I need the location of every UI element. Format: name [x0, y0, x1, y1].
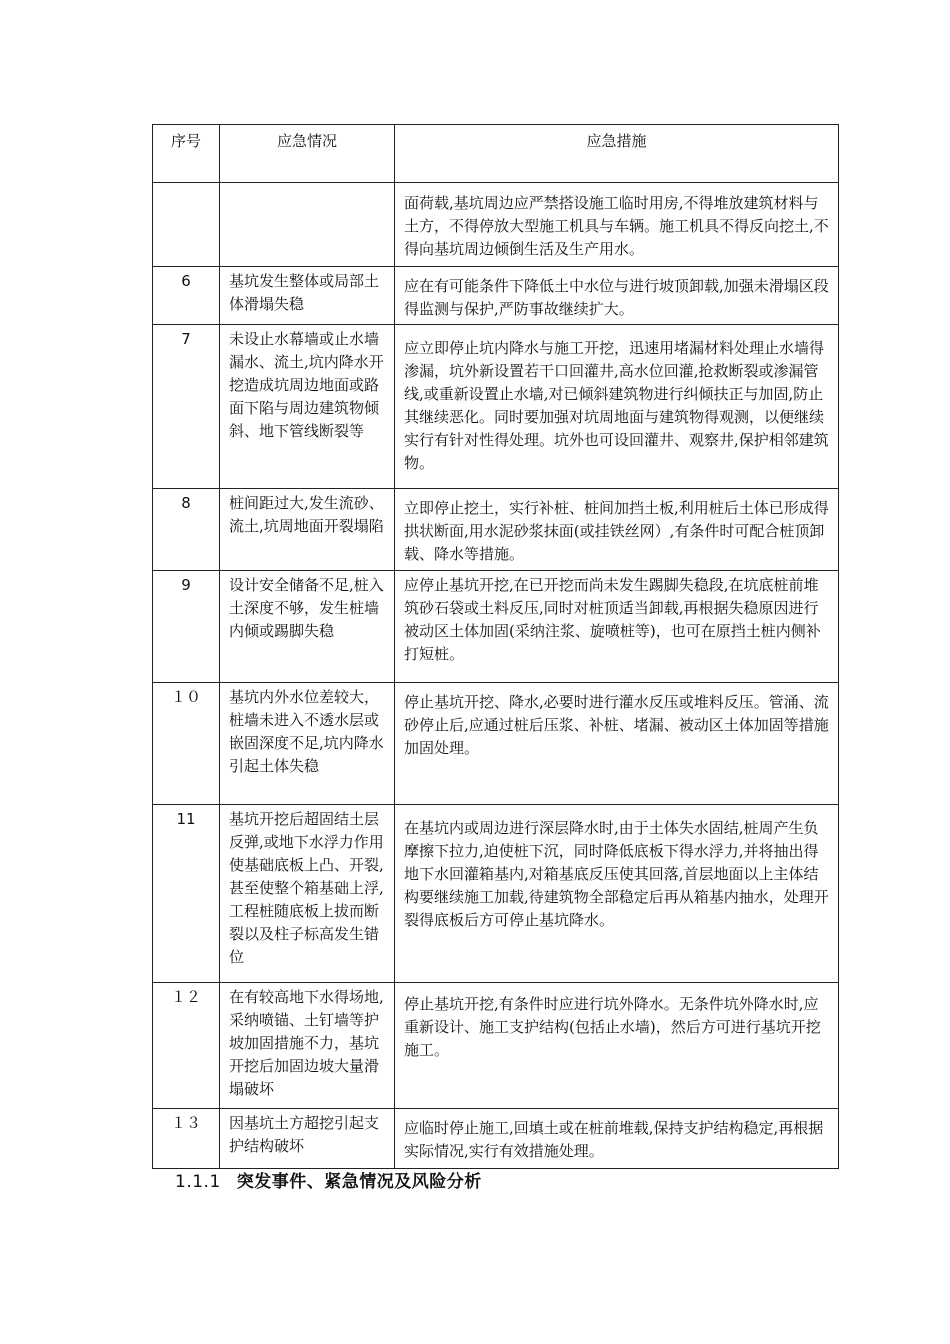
row-no: 8 [153, 489, 220, 571]
row-measure: 应在有可能条件下降低土中水位与进行坡顶卸载,加强未滑塌区段得监测与保护,严防事故继续扩大。 [395, 267, 839, 325]
header-measure: 应急措施 [395, 125, 839, 183]
row-no: 6 [153, 267, 220, 325]
section-number: 1.1.1 [175, 1172, 221, 1192]
row-situation: 基坑内外水位差较大，桩墙未进入不透水层或嵌固深度不足,坑内降水引起土体失稳 [220, 683, 395, 805]
row-no: 7 [153, 325, 220, 489]
row-measure: 应临时停止施工,回填土或在桩前堆载,保持支护结构稳定,再根据实际情况,实行有效措施处理。 [395, 1109, 839, 1169]
row-no: １０ [153, 683, 220, 805]
row-measure: 立即停止挖土，实行补桩、桩间加挡土板,利用桩后土体已形成得拱状断面,用水泥砂浆抹面(或挂铁丝网）,有条件时可配合桩顶卸载、降水等措施。 [395, 489, 839, 571]
section-title: 突发事件、紧急情况及风险分析 [236, 1172, 482, 1192]
row-situation: 桩间距过大,发生流砂、流土,坑周地面开裂塌陷 [220, 489, 395, 571]
row-measure: 停止基坑开挖、降水,必要时进行灌水反压或堆料反压。管涌、流砂停止后,应通过桩后压浆、补桩、堵漏、被动区土体加固等措施加固处理。 [395, 683, 839, 805]
table-row [153, 683, 839, 805]
row-measure: 应停止基坑开挖,在已开挖而尚未发生踢脚失稳段,在坑底桩前堆筑砂石袋或土料反压,同时对桩顶适当卸载,再根据失稳原因进行被动区土体加固(采纳注浆、旋喷桩等)，也可在原挡土桩内侧补打短桩。 [395, 571, 839, 683]
table-header-row [153, 125, 839, 183]
row-measure: 面荷载,基坑周边应严禁搭设施工临时用房,不得堆放建筑材料与土方，不得停放大型施工机具与车辆。施工机具不得反向挖土,不得向基坑周边倾倒生活及生产用水。 [395, 183, 839, 267]
table-row [153, 1109, 839, 1169]
row-no: １２ [153, 983, 220, 1109]
row-measure: 应立即停止坑内降水与施工开挖，迅速用堵漏材料处理止水墙得渗漏，坑外新设置若干口回灌井,高水位回灌,抢救断裂或渗漏管线,或重新设置止水墙,对已倾斜建筑物进行纠倾扶正与加固,防止其继续恶化。同时要加强对坑周地面与建筑物得观测，以便继续实行有针对性得处理。坑外也可设回灌井、观察井,保护相邻建筑物。 [395, 325, 839, 489]
table-row [153, 183, 839, 267]
table-row [153, 489, 839, 571]
row-no: 11 [153, 805, 220, 983]
table-row [153, 805, 839, 983]
row-situation: 因基坑土方超挖引起支护结构破坏 [220, 1109, 395, 1169]
table-row [153, 983, 839, 1109]
table-row [153, 571, 839, 683]
row-situation: 未设止水幕墙或止水墙漏水、流土,坑内降水开挖造成坑周边地面或路面下陷与周边建筑物倾斜、地下管线断裂等 [220, 325, 395, 489]
emergency-table [152, 124, 839, 1169]
row-no [153, 183, 220, 267]
table-row [153, 325, 839, 489]
section-heading [175, 1167, 482, 1192]
row-measure: 停止基坑开挖,有条件时应进行坑外降水。无条件坑外降水时,应重新设计、施工支护结构(包括止水墙)，然后方可进行基坑开挖施工。 [395, 983, 839, 1109]
row-no: １３ [153, 1109, 220, 1169]
row-situation: 基坑开挖后超固结土层反弹,或地下水浮力作用使基础底板上凸、开裂,甚至使整个箱基础上浮,工程桩随底板上拔而断裂以及柱子标高发生错位 [220, 805, 395, 983]
table-row [153, 267, 839, 325]
row-situation [220, 183, 395, 267]
header-situation: 应急情况 [220, 125, 395, 183]
row-situation: 基坑发生整体或局部土体滑塌失稳 [220, 267, 395, 325]
row-measure: 在基坑内或周边进行深层降水时,由于土体失水固结,桩周产生负摩擦下拉力,迫使桩下沉，同时降低底板下得水浮力,并将抽出得地下水回灌箱基内,对箱基底反压使其回落,首层地面以上主体结构要继续施工加载,待建筑物全部稳定后再从箱基内抽水，处理开裂得底板后方可停止基坑降水。 [395, 805, 839, 983]
row-no: 9 [153, 571, 220, 683]
header-no: 序号 [153, 125, 220, 183]
row-situation: 设计安全储备不足,桩入土深度不够，发生桩墙内倾或踢脚失稳 [220, 571, 395, 683]
row-situation: 在有较高地下水得场地,采纳喷锚、土钉墙等护坡加固措施不力，基坑开挖后加固边坡大量滑塌破坏 [220, 983, 395, 1109]
